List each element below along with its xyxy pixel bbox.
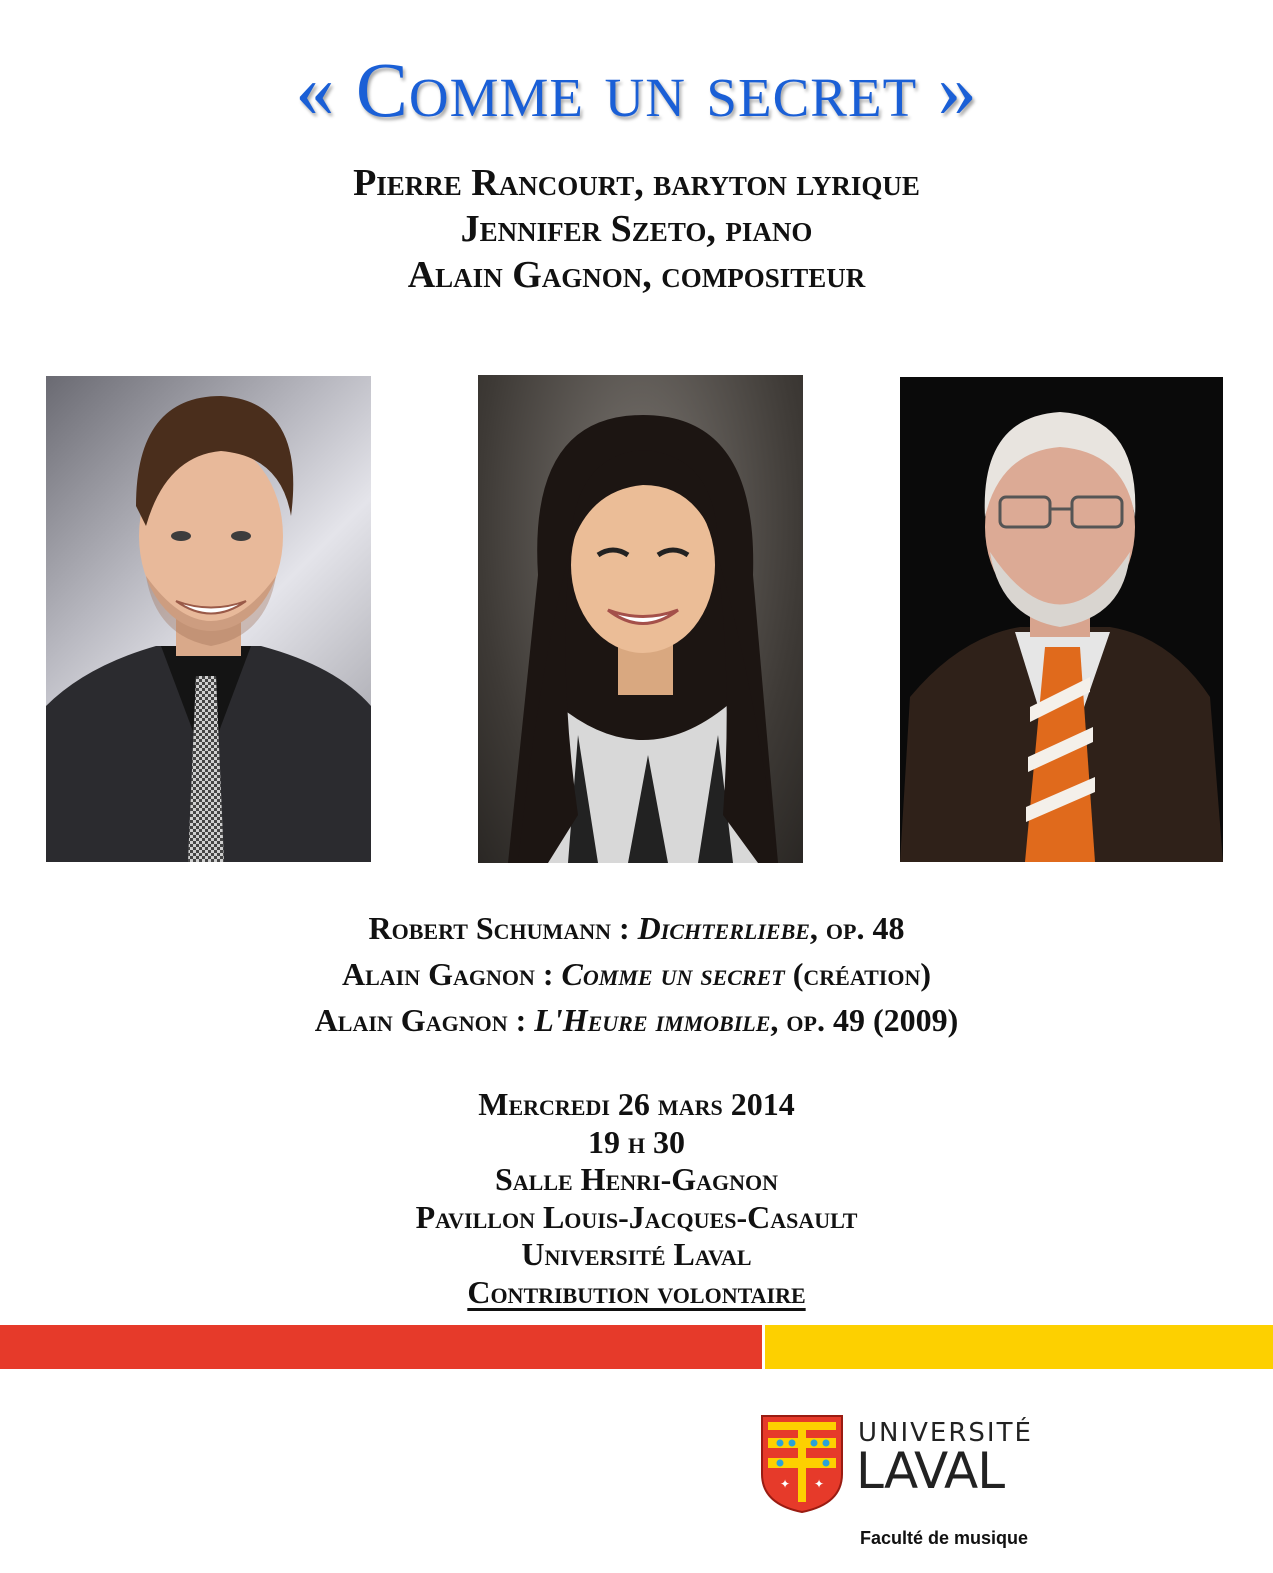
portrait-alain-gagnon xyxy=(900,377,1223,862)
program-item xyxy=(0,997,1273,1043)
logo-text-universite: UNIVERSITÉ xyxy=(858,1418,1033,1448)
event-admission: Contribution volontaire xyxy=(467,1273,806,1310)
event-date: Mercredi 26 mars 2014 xyxy=(478,1086,795,1122)
yellow-color-bar xyxy=(765,1325,1273,1369)
svg-text:✦: ✦ xyxy=(780,1477,791,1491)
event-time: 19 h 30 xyxy=(587,1123,686,1160)
performer-line: Pierre Rancourt, baryton lyrique xyxy=(353,162,920,204)
program-item xyxy=(0,951,1273,997)
red-color-bar xyxy=(0,1325,762,1369)
program-work: Comme un secret xyxy=(561,956,785,992)
performer-line: Jennifer Szeto, piano xyxy=(460,208,813,250)
program-work: Dichterliebe xyxy=(637,910,810,946)
performer-line: Alain Gagnon, compositeur xyxy=(407,254,866,296)
event-details xyxy=(0,1086,1273,1311)
program-list xyxy=(0,905,1273,1043)
program-detail: , op. 48 xyxy=(809,910,905,946)
logo-text-laval: LAVAL xyxy=(856,1442,1005,1500)
event-institution: Université Laval xyxy=(521,1236,752,1272)
event-building: Pavillon Louis-Jacques-Casault xyxy=(415,1198,858,1235)
portrait-jennifer-szeto xyxy=(478,375,803,863)
program-composer: Alain Gagnon : xyxy=(314,1002,527,1038)
universite-laval-logo xyxy=(760,1410,1060,1520)
program-detail: (création) xyxy=(784,956,931,992)
event-hall: Salle Henri-Gagnon xyxy=(494,1161,779,1197)
shield-icon xyxy=(760,1414,844,1514)
program-composer: Robert Schumann : xyxy=(368,910,630,946)
portrait-pierre-rancourt xyxy=(46,376,371,862)
program-composer: Alain Gagnon : xyxy=(341,956,554,992)
program-detail: , op. 49 (2009) xyxy=(770,1002,959,1038)
poster-title: « Comme un secret » xyxy=(295,46,978,133)
program-item xyxy=(0,905,1273,951)
program-work: L'Heure immobile xyxy=(534,1002,771,1038)
performers-list xyxy=(0,160,1273,298)
svg-text:✦: ✦ xyxy=(814,1477,825,1491)
faculty-name: Faculté de musique xyxy=(860,1528,1029,1548)
